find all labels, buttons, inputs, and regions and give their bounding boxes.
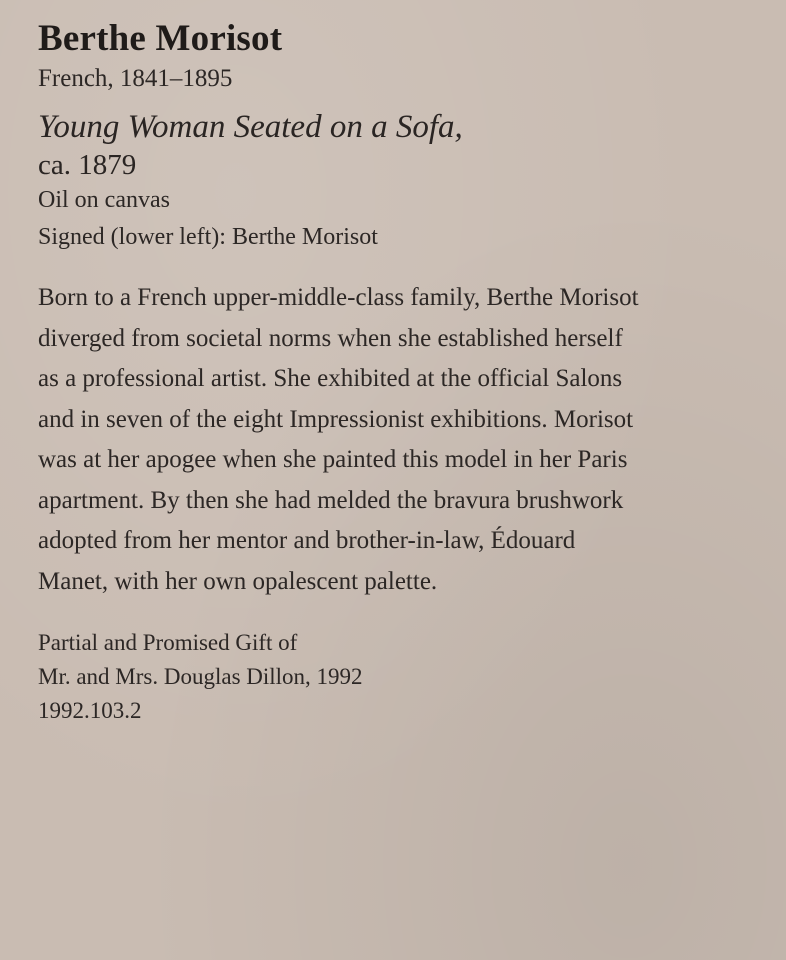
description-line: Born to a French upper-middle-class family, Berthe Morisot	[38, 284, 639, 311]
description-line: Manet, with her own opalescent palette.	[38, 567, 438, 595]
credit-line-2: Mr. and Mrs. Douglas Dillon, 1992	[38, 664, 363, 689]
description-line: as a professional artist. She exhibited at the official Salons	[38, 365, 623, 392]
artist-nationality-dates: French, 1841–1895	[38, 65, 233, 92]
artwork-title: Young Woman Seated on a Sofa,	[38, 109, 463, 145]
credit-line	[38, 626, 778, 728]
artwork-date: ca. 1879	[38, 149, 137, 181]
description-line: was at her apogee when she painted this model in her Paris	[38, 446, 628, 473]
museum-wall-label	[38, 18, 778, 728]
artwork-medium: Oil on canvas	[38, 187, 170, 213]
description-line: adopted from her mentor and brother-in-law, Édouard	[38, 527, 576, 554]
artwork-signature: Signed (lower left): Berthe Morisot	[38, 224, 378, 250]
artwork-description	[38, 278, 778, 602]
description-line: diverged from societal norms when she established herself	[38, 324, 623, 352]
accession-number: 1992.103.2	[38, 698, 142, 723]
artist-name: Berthe Morisot	[38, 18, 283, 59]
description-line: and in seven of the eight Impressionist exhibitions. Morisot	[38, 405, 634, 433]
credit-line-1: Partial and Promised Gift of	[38, 630, 298, 655]
description-line: apartment. By then she had melded the bravura brushwork	[38, 486, 624, 514]
